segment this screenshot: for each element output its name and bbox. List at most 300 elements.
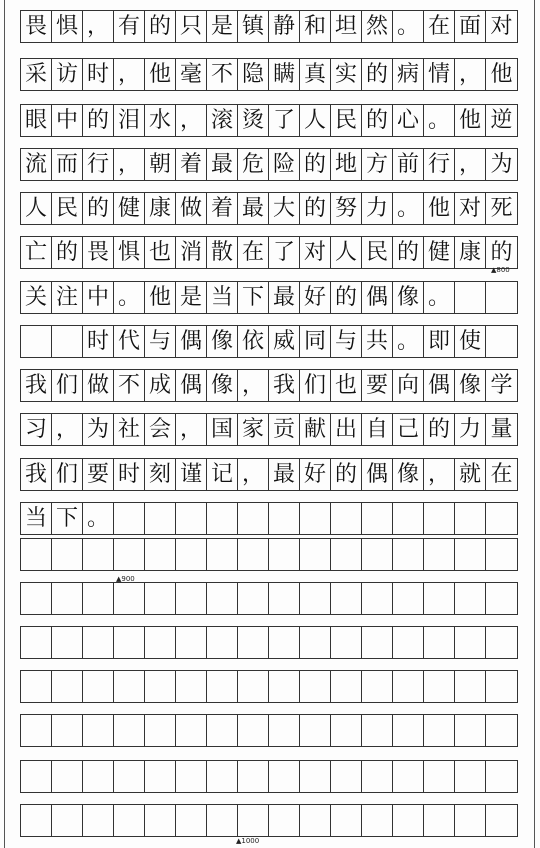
grid-cell: 流 [21, 149, 52, 180]
grid-cell [300, 671, 331, 702]
grid-cell: 是 [207, 11, 238, 42]
grid-cell: 面 [455, 11, 486, 42]
grid-cell: 关 [21, 282, 52, 313]
grid-cell: 。 [393, 193, 424, 224]
grid-cell: 社 [114, 414, 145, 445]
grid-cell [393, 583, 424, 614]
grid-cell [269, 671, 300, 702]
grid-cell: 采 [21, 59, 52, 90]
grid-cell: 镇 [238, 11, 269, 42]
grid-cell: 不 [114, 370, 145, 401]
grid-row [20, 760, 518, 793]
grid-cell: 为 [83, 414, 114, 445]
grid-cell [393, 627, 424, 658]
grid-cell [331, 627, 362, 658]
grid-cell: 着 [176, 149, 207, 180]
grid-cell [269, 805, 300, 836]
grid-cell: 代 [114, 326, 145, 357]
grid-cell [455, 671, 486, 702]
grid-cell: 我 [21, 370, 52, 401]
grid-cell: ， [176, 414, 207, 445]
grid-cell [238, 583, 269, 614]
grid-cell [486, 671, 517, 702]
grid-cell: 偶 [362, 282, 393, 313]
grid-cell [52, 761, 83, 792]
grid-cell: 当 [207, 282, 238, 313]
grid-cell [21, 583, 52, 614]
grid-cell [207, 761, 238, 792]
grid-cell: 健 [424, 237, 455, 268]
grid-cell: 着 [207, 193, 238, 224]
grid-cell: 偶 [424, 370, 455, 401]
grid-cell: 人 [21, 193, 52, 224]
grid-cell: 他 [424, 193, 455, 224]
grid-cell [207, 503, 238, 534]
grid-cell [207, 627, 238, 658]
grid-cell [52, 627, 83, 658]
grid-cell: 而 [52, 149, 83, 180]
grid-cell [486, 583, 517, 614]
grid-cell: 好 [300, 459, 331, 490]
grid-cell: 习 [21, 414, 52, 445]
grid-cell [362, 583, 393, 614]
grid-cell: ， [114, 59, 145, 90]
grid-cell: 下 [52, 503, 83, 534]
grid-cell: 会 [145, 414, 176, 445]
grid-cell: 做 [83, 370, 114, 401]
grid-cell: 贡 [269, 414, 300, 445]
grid-cell: 国 [207, 414, 238, 445]
grid-cell: 与 [145, 326, 176, 357]
grid-cell [300, 539, 331, 570]
grid-cell [331, 583, 362, 614]
grid-cell: 惧 [114, 237, 145, 268]
grid-cell: 学 [490, 372, 513, 398]
grid-cell: 亡 [21, 237, 52, 268]
grid-cell: 烫 [238, 105, 269, 136]
grid-cell [238, 805, 269, 836]
grid-cell [455, 761, 486, 792]
grid-cell [300, 761, 331, 792]
grid-cell [176, 715, 207, 746]
grid-cell [114, 583, 145, 614]
grid-cell [52, 805, 83, 836]
grid-cell: 与 [331, 326, 362, 357]
grid-cell: 的 [52, 237, 83, 268]
grid-cell [362, 715, 393, 746]
grid-cell: 。 [114, 282, 145, 313]
grid-cell: 像 [207, 326, 238, 357]
grid-cell [331, 805, 362, 836]
grid-cell [114, 539, 145, 570]
grid-cell [176, 761, 207, 792]
grid-cell: 真 [300, 59, 331, 90]
grid-cell: 量 [490, 416, 513, 442]
grid-cell [362, 503, 393, 534]
grid-cell [145, 627, 176, 658]
grid-cell: 人 [331, 237, 362, 268]
grid-cell: 对 [300, 237, 331, 268]
grid-cell: 不 [207, 59, 238, 90]
grid-row [20, 10, 518, 43]
grid-cell [114, 805, 145, 836]
grid-cell [238, 761, 269, 792]
grid-cell: ， [52, 414, 83, 445]
grid-cell: 我 [21, 459, 52, 490]
grid-cell [393, 503, 424, 534]
grid-row [20, 325, 518, 358]
grid-row [20, 626, 518, 659]
grid-cell [424, 805, 455, 836]
grid-cell: 险 [269, 149, 300, 180]
grid-cell: 方 [362, 149, 393, 180]
grid-cell: 像 [207, 370, 238, 401]
grid-cell: 是 [176, 282, 207, 313]
grid-cell [331, 503, 362, 534]
grid-cell: 了 [269, 105, 300, 136]
grid-cell [331, 671, 362, 702]
grid-row [20, 670, 518, 703]
grid-cell [486, 539, 517, 570]
grid-cell: 。 [424, 282, 455, 313]
grid-cell [83, 539, 114, 570]
grid-cell: 。 [393, 326, 424, 357]
grid-row [20, 413, 518, 446]
grid-cell: 的 [331, 459, 362, 490]
grid-cell: 有 [114, 11, 145, 42]
grid-cell [455, 503, 486, 534]
grid-cell: 的 [300, 149, 331, 180]
grid-row [20, 458, 518, 491]
grid-cell [331, 715, 362, 746]
grid-cell [21, 761, 52, 792]
grid-cell [114, 671, 145, 702]
grid-cell: 的 [300, 193, 331, 224]
grid-cell [300, 627, 331, 658]
grid-cell [424, 539, 455, 570]
grid-cell: 眼 [21, 105, 52, 136]
grid-cell: 刻 [145, 459, 176, 490]
grid-cell: 人 [300, 105, 331, 136]
grid-cell: 记 [207, 459, 238, 490]
grid-cell [362, 539, 393, 570]
grid-cell: 病 [393, 59, 424, 90]
grid-cell [114, 627, 145, 658]
grid-cell: 康 [455, 237, 486, 268]
grid-cell [455, 627, 486, 658]
grid-cell: ， [455, 149, 486, 180]
grid-cell: 的 [83, 193, 114, 224]
grid-row [20, 502, 518, 535]
grid-cell [21, 539, 52, 570]
grid-cell [21, 715, 52, 746]
grid-cell: 在 [424, 11, 455, 42]
grid-cell: 像 [393, 459, 424, 490]
grid-cell [176, 671, 207, 702]
grid-cell [486, 761, 517, 792]
grid-cell: 水 [145, 105, 176, 136]
grid-cell [486, 805, 517, 836]
grid-cell: 在 [238, 237, 269, 268]
grid-cell [207, 805, 238, 836]
grid-cell: 惧 [52, 11, 83, 42]
grid-cell: 朝 [145, 149, 176, 180]
grid-cell [176, 805, 207, 836]
grid-cell: 成 [145, 370, 176, 401]
grid-cell [83, 805, 114, 836]
grid-cell [424, 761, 455, 792]
grid-cell [393, 805, 424, 836]
grid-cell: 前 [393, 149, 424, 180]
grid-cell [238, 671, 269, 702]
grid-cell [455, 805, 486, 836]
grid-cell: 时 [83, 59, 114, 90]
grid-cell [83, 671, 114, 702]
grid-cell: 共 [362, 326, 393, 357]
grid-cell: 他 [145, 282, 176, 313]
grid-cell: 毫 [176, 59, 207, 90]
grid-cell: 的 [393, 237, 424, 268]
grid-cell [52, 539, 83, 570]
grid-cell: 最 [269, 282, 300, 313]
grid-cell [393, 671, 424, 702]
grid-cell [393, 539, 424, 570]
grid-cell: 他 [490, 61, 513, 87]
grid-cell [145, 583, 176, 614]
grid-cell [486, 282, 517, 313]
grid-cell: 在 [490, 461, 513, 487]
grid-cell: 偶 [362, 459, 393, 490]
grid-row [20, 104, 518, 137]
grid-cell: 和 [300, 11, 331, 42]
grid-cell: ， [114, 149, 145, 180]
grid-cell: 消 [176, 237, 207, 268]
grid-cell: 的 [145, 11, 176, 42]
grid-cell: 大 [269, 193, 300, 224]
grid-cell: 们 [52, 459, 83, 490]
grid-cell: 己 [393, 414, 424, 445]
grid-cell: 最 [207, 149, 238, 180]
grid-cell: 为 [490, 151, 513, 177]
grid-cell [176, 503, 207, 534]
grid-cell: 实 [331, 59, 362, 90]
grid-cell [238, 539, 269, 570]
grid-cell: 只 [176, 11, 207, 42]
grid-cell [424, 583, 455, 614]
grid-cell: 的 [83, 105, 114, 136]
count-marker-800: ▲800 [491, 266, 510, 274]
grid-cell [145, 503, 176, 534]
grid-cell [176, 539, 207, 570]
grid-cell [269, 503, 300, 534]
grid-cell: 访 [52, 59, 83, 90]
grid-cell: 隐 [238, 59, 269, 90]
grid-cell [300, 583, 331, 614]
grid-cell [238, 627, 269, 658]
grid-cell [83, 761, 114, 792]
grid-cell [424, 627, 455, 658]
grid-cell [362, 671, 393, 702]
grid-cell [83, 583, 114, 614]
grid-cell: 对 [490, 13, 513, 39]
grid-cell: 谨 [176, 459, 207, 490]
grid-cell [455, 583, 486, 614]
grid-cell [486, 503, 517, 534]
grid-cell: 情 [424, 59, 455, 90]
grid-cell: 自 [362, 414, 393, 445]
grid-cell: 注 [52, 282, 83, 313]
grid-cell: 他 [455, 105, 486, 136]
grid-cell [145, 805, 176, 836]
grid-cell [424, 671, 455, 702]
grid-cell: 力 [362, 193, 393, 224]
grid-cell [424, 503, 455, 534]
grid-cell: 地 [331, 149, 362, 180]
grid-cell: 就 [455, 459, 486, 490]
grid-row [20, 804, 518, 837]
grid-cell: 做 [176, 193, 207, 224]
grid-cell: 民 [52, 193, 83, 224]
grid-cell [21, 671, 52, 702]
grid-cell: 瞒 [269, 59, 300, 90]
grid-row [20, 58, 518, 91]
grid-cell [331, 539, 362, 570]
grid-cell: 的 [490, 239, 513, 265]
grid-cell: 民 [362, 237, 393, 268]
grid-cell [145, 671, 176, 702]
grid-cell [114, 503, 145, 534]
grid-cell [455, 539, 486, 570]
grid-cell: ， [176, 105, 207, 136]
grid-cell [83, 715, 114, 746]
grid-cell [52, 671, 83, 702]
grid-cell: 使 [455, 326, 486, 357]
grid-row [20, 148, 518, 181]
grid-cell: 威 [269, 326, 300, 357]
grid-cell: 偶 [176, 370, 207, 401]
grid-cell [21, 627, 52, 658]
grid-cell [393, 715, 424, 746]
grid-cell: 也 [145, 237, 176, 268]
grid-cell: 的 [424, 414, 455, 445]
grid-cell: 对 [455, 193, 486, 224]
grid-cell: 像 [455, 370, 486, 401]
grid-cell [300, 715, 331, 746]
grid-cell: 逆 [490, 107, 513, 133]
grid-cell: 时 [83, 326, 114, 357]
grid-cell [269, 715, 300, 746]
grid-cell [176, 583, 207, 614]
grid-cell: 康 [145, 193, 176, 224]
grid-cell: 的 [331, 282, 362, 313]
grid-cell [145, 715, 176, 746]
grid-cell: 滚 [207, 105, 238, 136]
grid-cell: 畏 [83, 237, 114, 268]
grid-cell: 努 [331, 193, 362, 224]
grid-cell [207, 671, 238, 702]
grid-cell: 依 [238, 326, 269, 357]
grid-cell: 。 [83, 503, 114, 534]
grid-cell: 坦 [331, 11, 362, 42]
grid-cell: 散 [207, 237, 238, 268]
grid-row [20, 538, 518, 571]
grid-cell: 健 [114, 193, 145, 224]
grid-cell [300, 503, 331, 534]
grid-cell: 同 [300, 326, 331, 357]
grid-cell [52, 326, 83, 357]
grid-cell: 也 [331, 370, 362, 401]
grid-cell: 向 [393, 370, 424, 401]
grid-cell: 最 [238, 193, 269, 224]
grid-cell [269, 583, 300, 614]
grid-cell: ， [455, 59, 486, 90]
grid-row [20, 714, 518, 747]
grid-row [20, 236, 518, 269]
grid-cell: 畏 [21, 11, 52, 42]
grid-cell [362, 627, 393, 658]
grid-cell: 。 [424, 105, 455, 136]
grid-cell: 行 [83, 149, 114, 180]
grid-cell: 心 [393, 105, 424, 136]
grid-cell [362, 761, 393, 792]
grid-cell [455, 282, 486, 313]
grid-cell: 们 [52, 370, 83, 401]
grid-cell [21, 326, 52, 357]
grid-cell: 中 [83, 282, 114, 313]
grid-cell [52, 715, 83, 746]
grid-cell: 们 [300, 370, 331, 401]
grid-cell [207, 539, 238, 570]
grid-cell [362, 805, 393, 836]
grid-cell: ， [238, 459, 269, 490]
grid-cell [455, 715, 486, 746]
grid-cell [176, 627, 207, 658]
grid-cell: 危 [238, 149, 269, 180]
grid-cell: 力 [455, 414, 486, 445]
grid-cell: 要 [362, 370, 393, 401]
grid-cell: ， [238, 370, 269, 401]
grid-cell: 当 [21, 503, 52, 534]
grid-cell [486, 326, 517, 357]
count-marker-900: ▲900 [116, 575, 135, 583]
grid-cell [21, 805, 52, 836]
grid-cell: 静 [269, 11, 300, 42]
grid-cell: 泪 [114, 105, 145, 136]
grid-cell: 出 [331, 414, 362, 445]
grid-cell: 的 [362, 105, 393, 136]
grid-cell: 然 [362, 11, 393, 42]
grid-cell: 他 [145, 59, 176, 90]
grid-cell: 。 [393, 11, 424, 42]
grid-cell [238, 715, 269, 746]
grid-cell: 民 [331, 105, 362, 136]
grid-cell: 像 [393, 282, 424, 313]
grid-cell [238, 503, 269, 534]
grid-cell: 了 [269, 237, 300, 268]
grid-cell [393, 761, 424, 792]
grid-row [20, 281, 518, 314]
left-margin-line [4, 0, 5, 848]
grid-cell: 献 [300, 414, 331, 445]
grid-cell [486, 627, 517, 658]
grid-cell [486, 715, 517, 746]
grid-cell: ， [424, 459, 455, 490]
grid-cell: 的 [362, 59, 393, 90]
grid-cell [52, 583, 83, 614]
grid-row [20, 582, 518, 615]
grid-cell [300, 805, 331, 836]
grid-cell [114, 715, 145, 746]
